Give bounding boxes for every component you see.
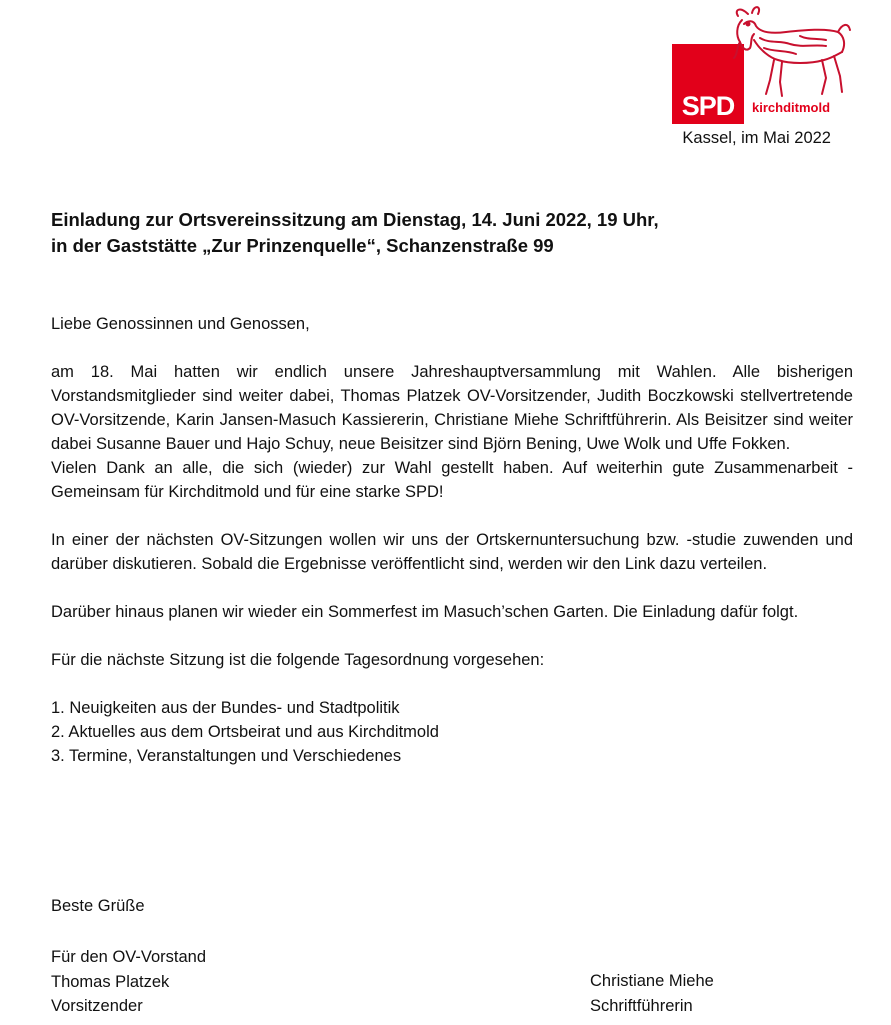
goat-icon xyxy=(730,4,852,100)
closing-greeting: Beste Grüße xyxy=(51,897,145,915)
agenda-list xyxy=(51,696,853,768)
heading-line-1: Einladung zur Ortsvereinssitzung am Dienstag, 14. Juni 2022, 19 Uhr, xyxy=(51,209,659,230)
signature-on-behalf: Für den OV-Vorstand xyxy=(51,948,207,966)
heading-line-2: in der Gaststätte „Zur Prinzenquelle“, Schanzenstraße 99 xyxy=(51,235,554,256)
paragraph-elections: am 18. Mai hatten wir endlich unsere Jahreshauptversammlung mit Wahlen. Alle bisherigen Vorstandsmitglieder sind weiter dabei, Thomas Platzek OV-Vorsitzender, Judith Boczkowski stellvertretende OV-Vorsitzende, Karin Jansen-Masuch Kassiererin, Christiane Miehe Schriftführerin. Als Beisitzer sind weiter dabei Susanne Bauer und Hajo Schuy, neue Beisitzer sind Björn Bening, Uwe Wolk und Uffe Fokken. xyxy=(51,363,853,453)
agenda-item: 3. Termine, Veranstaltungen und Verschiedenes xyxy=(51,747,402,765)
signature-name: Christiane Miehe xyxy=(590,972,714,990)
paragraph-thanks: Vielen Dank an alle, die sich (wieder) zur Wahl gestellt haben. Auf weiterhin gute Zusammenarbeit - Gemeinsam für Kirchditmold und für eine starke SPD! xyxy=(51,459,853,501)
invitation-heading xyxy=(51,207,851,259)
spd-logo xyxy=(672,4,856,124)
signature-left xyxy=(51,945,206,1019)
logo-brand-text: SPD xyxy=(681,91,735,121)
letter-body xyxy=(51,312,853,768)
agenda-item: 2. Aktuelles aus dem Ortsbeirat und aus Kirchditmold xyxy=(51,723,439,741)
paragraph-agenda-intro: Für die nächste Sitzung ist die folgende Tagesordnung vorgesehen: xyxy=(51,651,545,669)
logo-subtitle: kirchditmold xyxy=(752,100,831,115)
signature-right xyxy=(590,969,714,1018)
salutation: Liebe Genossinnen und Genossen, xyxy=(51,315,310,333)
paragraph-summer-fest: Darüber hinaus planen wir wieder ein Sommerfest im Masuch’schen Garten. Die Einladung dafür folgt. xyxy=(51,603,799,621)
agenda-item: 1. Neuigkeiten aus der Bundes- und Stadtpolitik xyxy=(51,699,400,717)
paragraph-study: In einer der nächsten OV-Sitzungen wollen wir uns der Ortskernuntersuchung bzw. -studie zuwenden und darüber diskutieren. Sobald die Ergebnisse veröffentlicht sind, werden wir den Link dazu verteilen. xyxy=(51,531,853,573)
signature-name: Thomas Platzek xyxy=(51,972,170,991)
signature-role: Vorsitzender xyxy=(51,997,143,1015)
signature-role: Schriftführerin xyxy=(590,996,693,1015)
place-date: Kassel, im Mai 2022 xyxy=(682,129,831,147)
